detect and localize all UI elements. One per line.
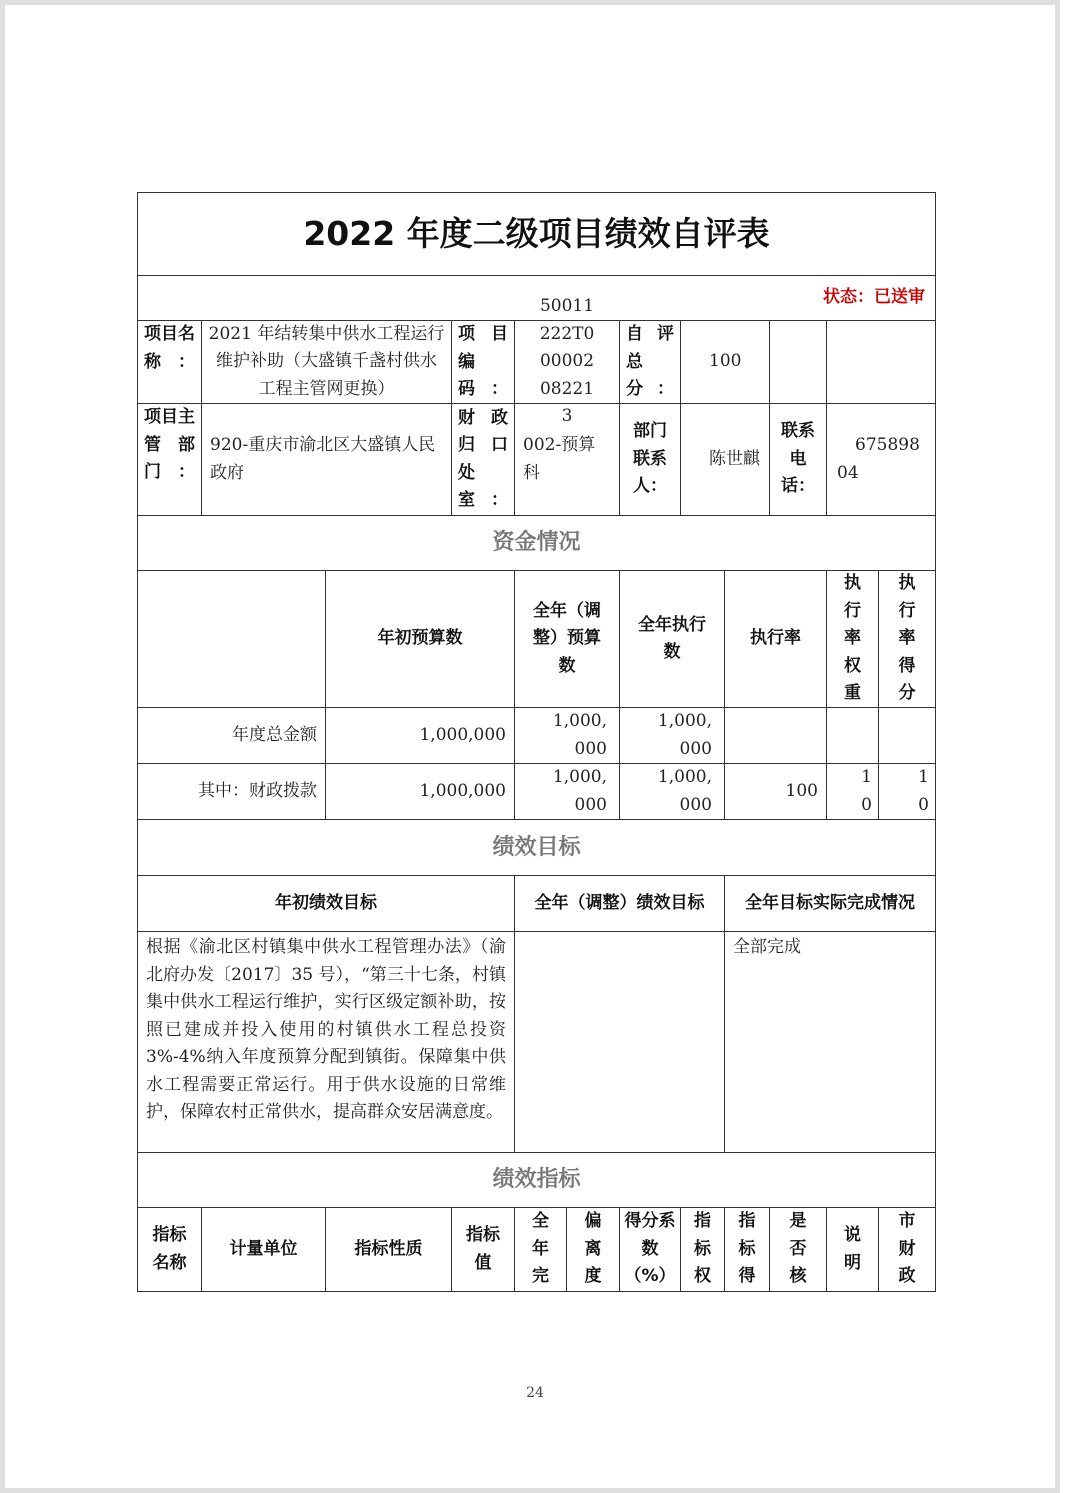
- funding-row-initial: 1,000,000: [326, 708, 515, 764]
- indicator-header: 得分系数（%）: [620, 1208, 681, 1292]
- indicator-header: 指标名称: [138, 1208, 202, 1292]
- rate-score-header: 执行率得分: [879, 571, 936, 708]
- phone-value: 67589804: [827, 404, 936, 516]
- funding-corner-cell: [138, 571, 326, 708]
- indicator-header: 是否核: [770, 1208, 827, 1292]
- funding-row-rate: [725, 708, 827, 764]
- department-label: 项目主管部门：: [138, 404, 202, 516]
- self-score-label: 自评总分：: [620, 321, 681, 404]
- funding-row-score: [879, 708, 936, 764]
- project-code-value: 50011222T000002082213: [515, 321, 620, 404]
- finance-office-label: 财政归口处室：: [452, 404, 515, 516]
- rate-header: 执行率: [725, 571, 827, 708]
- phone-label: 联系电话：: [770, 404, 827, 516]
- page-number: 24: [526, 1385, 544, 1401]
- empty-cell: [770, 321, 827, 404]
- indicator-header: 指标性质: [326, 1208, 452, 1292]
- funding-row-weight: [827, 708, 879, 764]
- indicator-header: 指标值: [452, 1208, 515, 1292]
- indicator-header: 指标得: [725, 1208, 770, 1292]
- indicator-header: 指标权: [681, 1208, 725, 1292]
- indicator-header: 市财政: [879, 1208, 936, 1292]
- adjusted-budget-header: 全年（调整）预算数: [515, 571, 620, 708]
- actual-completion-header: 全年目标实际完成情况: [725, 876, 936, 932]
- project-code-label: 项目编码：: [452, 321, 515, 404]
- section-indicators: 绩效指标: [138, 1153, 936, 1208]
- funding-row-executed: 1,000,000: [620, 708, 725, 764]
- indicator-header: 偏离度: [567, 1208, 620, 1292]
- funding-row-initial: 1,000,000: [326, 764, 515, 820]
- empty-cell: [827, 321, 936, 404]
- contact-value: 陈世麒: [681, 404, 770, 516]
- project-name-value: 2021 年结转集中供水工程运行维护补助（大盛镇千盏村供水工程主管网更换）: [202, 321, 452, 404]
- funding-row-rate: 100: [725, 764, 827, 820]
- funding-row-score: 10: [879, 764, 936, 820]
- document-title: 2022 年度二级项目绩效自评表: [138, 193, 936, 276]
- indicator-header: 说明: [827, 1208, 879, 1292]
- initial-budget-header: 年初预算数: [326, 571, 515, 708]
- self-evaluation-table: [137, 192, 936, 1292]
- project-name-label: 项目名称：: [138, 321, 202, 404]
- contact-label: 部门联系人：: [620, 404, 681, 516]
- initial-goal-header: 年初绩效目标: [138, 876, 515, 932]
- funding-row-label: 其中：财政拨款: [138, 764, 326, 820]
- department-value: 920-重庆市渝北区大盛镇人民政府: [202, 404, 452, 516]
- section-goals: 绩效目标: [138, 820, 936, 876]
- funding-row-label: 年度总金额: [138, 708, 326, 764]
- self-score-value: 100: [681, 321, 770, 404]
- finance-office-value: 002-预算科: [515, 404, 620, 516]
- funding-row-executed: 1,000,000: [620, 764, 725, 820]
- adjusted-goal-header: 全年（调整）绩效目标: [515, 876, 725, 932]
- rate-weight-header: 执行率权重: [827, 571, 879, 708]
- actual-completion-text: 全部完成: [725, 932, 936, 1153]
- indicator-header: 计量单位: [202, 1208, 326, 1292]
- funding-row-adjusted: 1,000,000: [515, 708, 620, 764]
- funding-row-weight: 10: [827, 764, 879, 820]
- indicator-header: 全年完: [515, 1208, 567, 1292]
- executed-header: 全年执行数: [620, 571, 725, 708]
- status-label: 状态：已送审: [138, 276, 936, 321]
- adjusted-goal-text: [515, 932, 725, 1153]
- funding-row-adjusted: 1,000,000: [515, 764, 620, 820]
- initial-goal-text: 根据《渝北区村镇集中供水工程管理办法》（渝北府办发〔2017〕35 号），“第三十七条，村镇集中供水工程运行维护，实行区级定额补助，按照已建成并投入使用的村镇供水工程总投资 3%-4%纳入年度预算分配到镇街。保障集中供水工程需要正常运行。用于供水设施的日常维护，保障农村正常供水，提高群众安居满意度。: [138, 932, 515, 1153]
- section-funding: 资金情况: [138, 516, 936, 571]
